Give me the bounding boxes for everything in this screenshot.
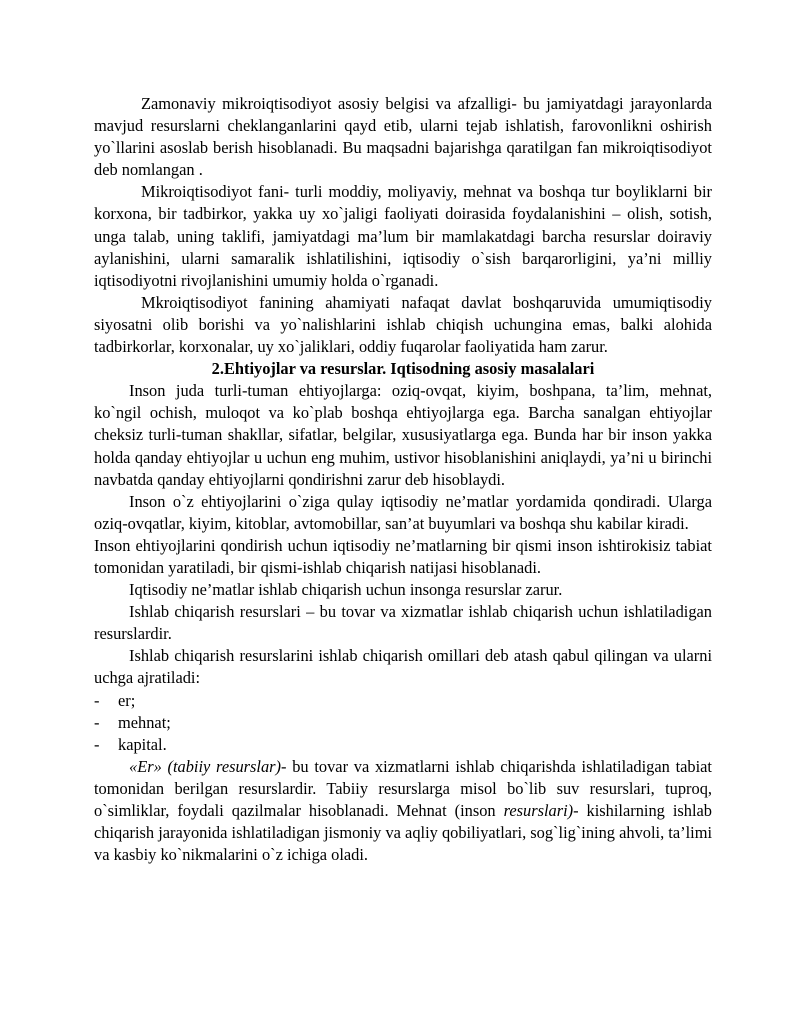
list-bullet: - [94,690,100,710]
list-item [94,690,712,712]
list-bullet: - [94,712,100,732]
intro-paragraph-2: Mikroiqtisodiyot fani- turli moddiy, moliyaviy, mehnat va boshqa tur boyliklarni bir korxona, bir tadbirkor, yakka uy xo`jaligi faoliyati doirasida foydalanishini – olish, sotish, unga talab, uning taklifi, jamiyatdagi ma’lum bir mamlakatdagi barcha resurslar doiraviy aylanishini, ularni samaralik ishlatilishini, iqtisodiy o`sish barqarorligini, ya’ni milliy iqtisodiyotni rivojlanishini umumiy holda o`rganadi. [94,182,712,290]
list-item-text: kapital. [118,734,167,754]
list-item [94,712,712,734]
intro-paragraph-1: Zamonaviy mikroiqtisodiyot asosiy belgisi va afzalligi- bu jamiyatdagi jarayonlarda mavjud resurslarni cheklanganlarini qayd etib, ularni tejab ishlatish, farovonlikni oshirish yo`llarini asoslab berish hisoblanadi. Bu maqsadni bajarishga qaratilgan fan mikroiqtisodiyot deb nomlangan . [94,94,712,180]
italic-term-land: «Er» (tabiiy resurslar) [129,756,282,776]
list-item-text: mehnat; [118,712,171,732]
paragraph-goods-origin: Inson ehtiyojlarini qondirish uchun iqtisodiy ne’matlarning bir qismi inson ishtirokisiz tabiat tomonidan yaratiladi, bir qismi-ishlab chiqarish natijasi hisoblanadi. [94,535,712,577]
paragraph-needs: Inson juda turli-tuman ehtiyojlarga: oziq-ovqat, kiyim, boshpana, ta’lim, mehnat, ko`ngil ochish, muloqot va ko`plab boshqa ehtiyojlarga ega. Barcha sanalgan ehtiyojlar cheksiz turli-tuman shakllar, sifatlar, belgilar, xususiyatlarga ega. Bunda har bir inson yakka holda qanday ehtiyojlar u uchun eng muhim, ustivor hisoblanishini aniqlaydi, ya’ni u birinchi navbatda qanday ehtiyojlarni qondirishni zarur deb hisoblaydi. [94,381,712,489]
section-heading: 2.Ehtiyojlar va resurslar. Iqtisodning asosiy masalalari [211,359,595,379]
paragraph-factors: Ishlab chiqarish resurslarini ishlab chiqarish omillari deb atash qabul qilingan va ularni uchga ajratiladi: [94,646,712,688]
list-item [94,734,712,756]
paragraph-resources-needed: Iqtisodiy ne’matlar ishlab chiqarish uchun insonga resurslar zarur. [129,580,563,600]
paragraph-production-resources: Ishlab chiqarish resurslari – bu tovar va xizmatlar ishlab chiqarish uchun ishlatiladigan resurslardir. [94,602,712,644]
paragraph-text: - kishilarning ishlab chiqarish jarayonida ishlatiladigan jismoniy va aqliy qobiliyatlari, sog`lig`ining ahvoli, ta’limi va kasbiy ko`nikmalarini o`z ichiga oladi. [94,801,712,865]
document-page [94,93,712,866]
paragraph-goods: Inson o`z ehtiyojlarini o`ziga qulay iqtisodiy ne’matlar yordamida qondiradi. Ularga oziq-ovqatlar, kiyim, kitoblar, avtomobillar, san’at buyumlari va boshqa shu kabilar kiradi. [94,491,712,533]
italic-term-human-resources: resurslari) [503,801,574,820]
list-bullet: - [94,734,100,754]
intro-paragraph-3: Mkroiqtisodiyot fanining ahamiyati nafaqat davlat boshqaruvida umumiqtisodiy siyosatni olib borishi va yo`nalishlarini ishlab chiqish uchungina emas, balki alohida tadbirkorlar, korxonalar, uy xo`jaliklari, oddiy fuqarolar faoliyatida ham zarur. [94,292,712,357]
list-item-text: er; [118,690,136,710]
paragraph-text: - bu tovar va xizmatlarni ishlab chiqarishda ishlatiladigan tabiat tomonidan berilgan resurslardir. Tabiiy resurslarga misol bo`lib suv resurslari, tuproq, o`simliklar, foydali qazilmalar hisoblanadi. Mehnat (inson [94,756,712,820]
paragraph-natural-resources [94,756,712,866]
